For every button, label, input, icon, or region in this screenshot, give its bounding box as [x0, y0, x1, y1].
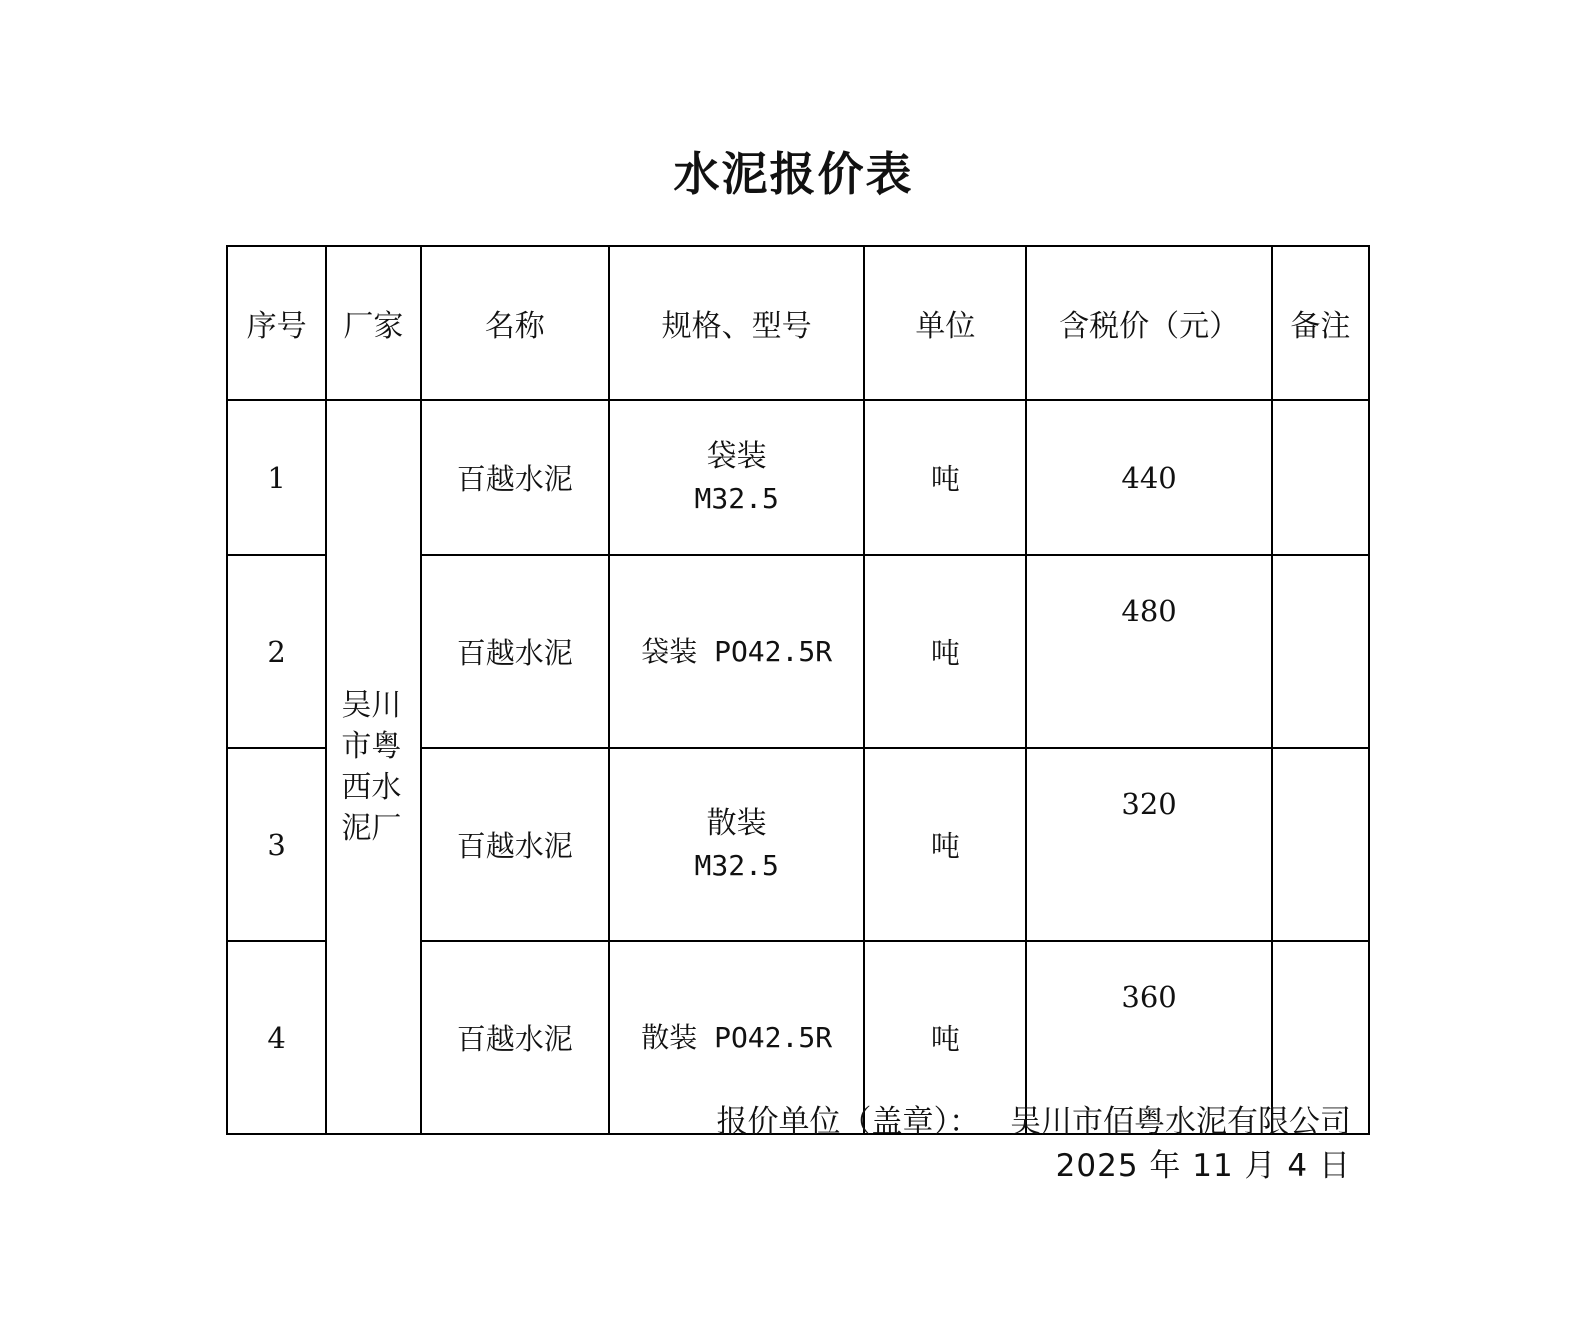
vendor-cell [326, 400, 420, 1134]
row-note [1272, 400, 1369, 555]
table-header-row [227, 246, 1369, 400]
row-index: 1 [227, 400, 326, 555]
spec-grade: M32.5 [694, 848, 779, 882]
footer-date: 2025 年 11 月 4 日 [1055, 1148, 1351, 1184]
spec-full: 散装 PO42.5R [641, 1020, 833, 1054]
row-spec [609, 400, 864, 555]
row-spec [609, 555, 864, 748]
row-unit: 吨 [864, 555, 1026, 748]
row-index: 3 [227, 748, 326, 941]
row-note [1272, 555, 1369, 748]
row-price: 440 [1026, 400, 1271, 555]
spec-packaging: 散装 [706, 805, 767, 841]
row-price: 480 [1026, 555, 1271, 748]
row-note [1272, 748, 1369, 941]
header-index: 序号 [227, 246, 326, 400]
row-price: 320 [1026, 748, 1271, 941]
header-note: 备注 [1272, 246, 1369, 400]
row-name: 百越水泥 [421, 400, 609, 555]
row-name: 百越水泥 [421, 555, 609, 748]
header-vendor: 厂家 [326, 246, 420, 400]
table-row [227, 400, 1369, 555]
footer-label: 报价单位（盖章）： [716, 1104, 980, 1140]
header-price: 含税价（元） [1026, 246, 1271, 400]
row-unit: 吨 [864, 400, 1026, 555]
spec-packaging: 袋装 [706, 438, 767, 474]
row-index: 2 [227, 555, 326, 748]
row-index: 4 [227, 941, 326, 1134]
row-name: 百越水泥 [421, 748, 609, 941]
footer-company-line [717, 1100, 1352, 1144]
spec-full: 袋装 PO42.5R [641, 634, 833, 668]
header-spec: 规格、型号 [609, 246, 864, 400]
row-price: 360 [1026, 941, 1271, 1134]
row-spec [609, 748, 864, 941]
spec-grade: M32.5 [694, 481, 779, 515]
page-title: 水泥报价表 [673, 147, 914, 201]
header-unit: 单位 [864, 246, 1026, 400]
vendor-name: 吴川市粤西水泥厂 [341, 688, 402, 846]
quote-table [226, 245, 1370, 1135]
footer-company: 吴川市佰粤水泥有限公司 [1010, 1104, 1351, 1140]
row-unit: 吨 [864, 941, 1026, 1134]
row-unit: 吨 [864, 748, 1026, 941]
row-name: 百越水泥 [421, 941, 609, 1134]
footer [717, 1100, 1352, 1188]
header-name: 名称 [421, 246, 609, 400]
